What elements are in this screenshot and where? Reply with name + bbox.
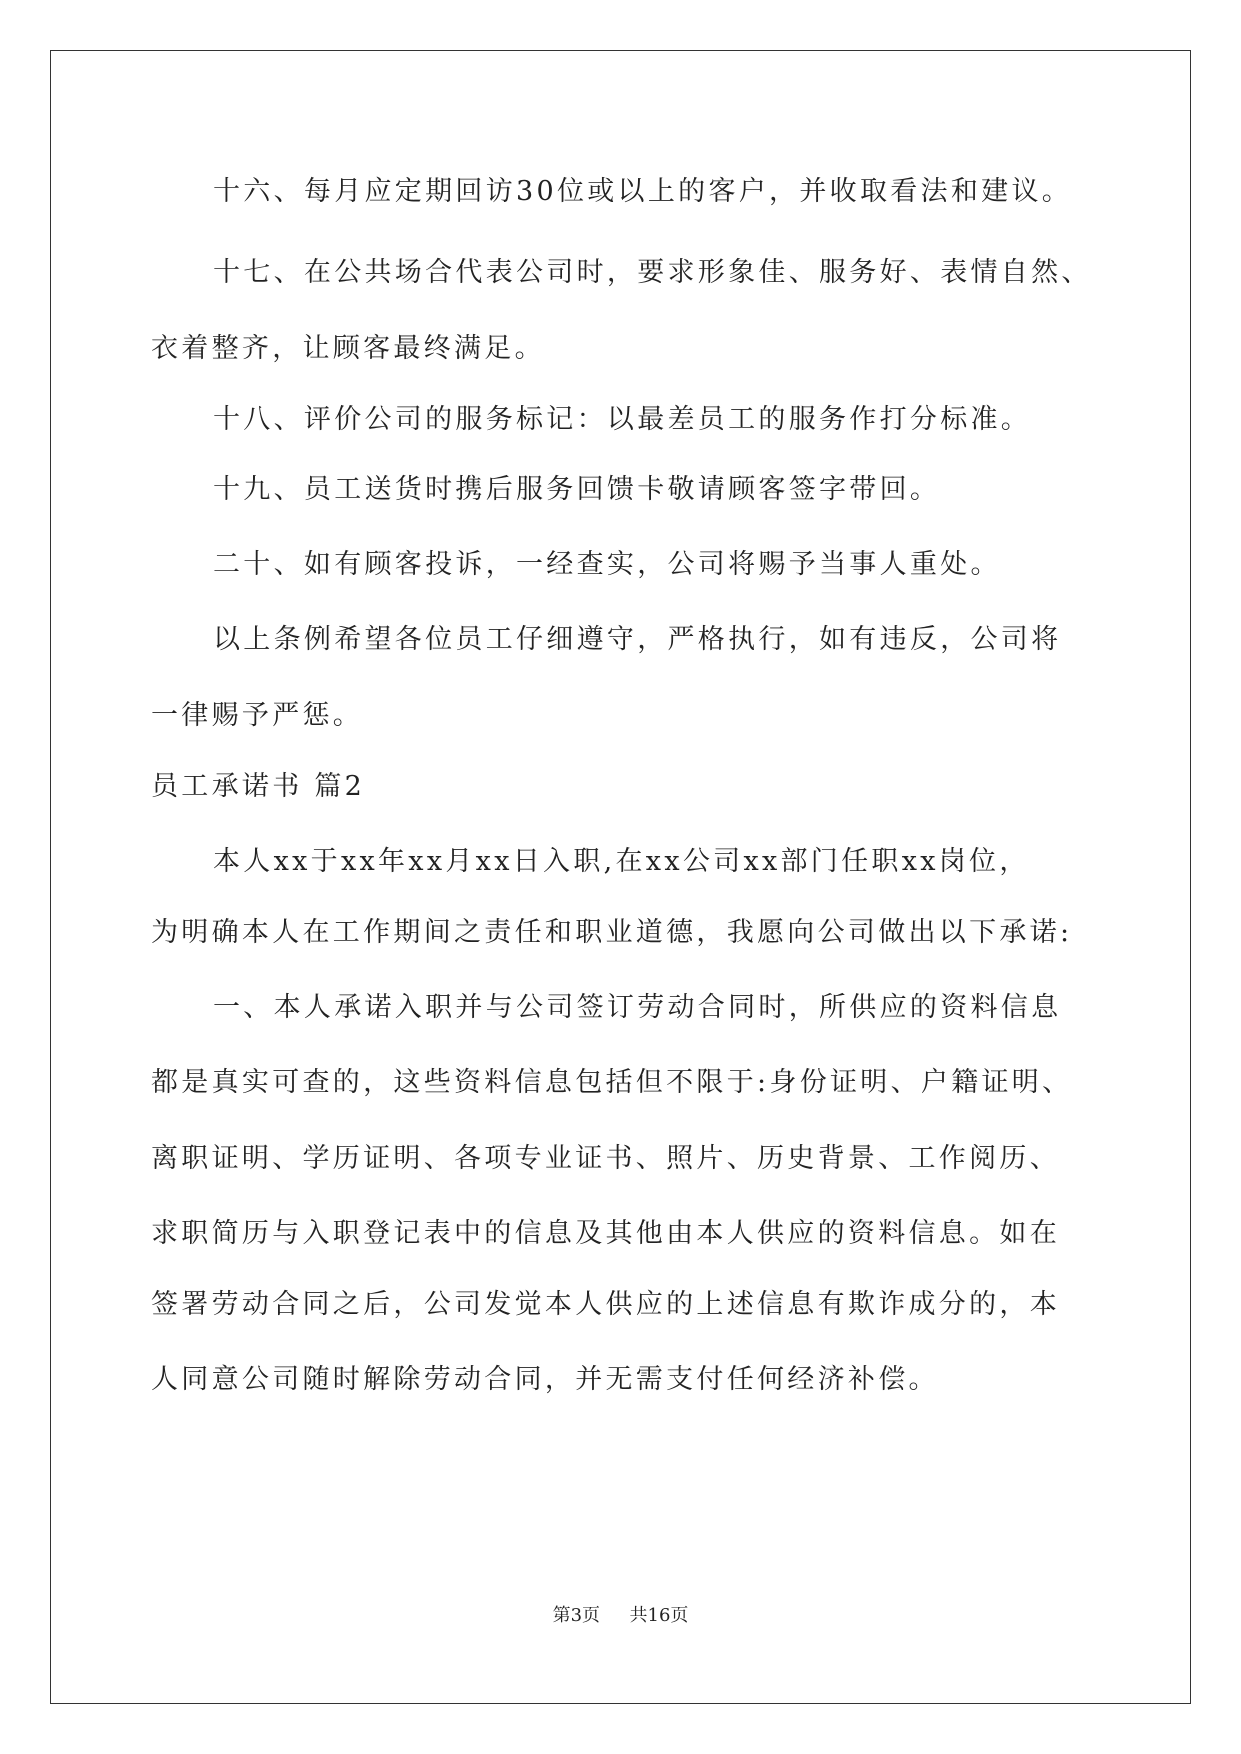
paragraph-line: 一律赐予严惩。	[151, 700, 364, 731]
paragraph-line: 都是真实可查的，这些资料信息包括但不限于:身份证明、户籍证明、	[151, 1067, 1073, 1098]
paragraph-line: 十九、员工送货时携后服务回馈卡敬请顾客签字带回。	[213, 474, 941, 505]
section-heading: 员工承诺书 篇2	[151, 771, 366, 802]
paragraph-line: 签署劳动合同之后，公司发觉本人供应的上述信息有欺诈成分的，本	[151, 1289, 1060, 1320]
page-footer	[0, 1604, 1241, 1628]
page-number: 第3页	[552, 1605, 601, 1626]
paragraph-line: 以上条例希望各位员工仔细遵守，严格执行，如有违反，公司将	[213, 624, 1062, 655]
paragraph-line: 一、本人承诺入职并与公司签订劳动合同时，所供应的资料信息	[213, 992, 1062, 1023]
paragraph-line: 衣着整齐，让顾客最终满足。	[151, 333, 545, 364]
paragraph-line: 为明确本人在工作期间之责任和职业道德，我愿向公司做出以下承诺:	[151, 917, 1073, 948]
paragraph-line: 离职证明、学历证明、各项专业证书、照片、历史背景、工作阅历、	[151, 1143, 1060, 1174]
paragraph-line: 十八、评价公司的服务标记：以最差员工的服务作打分标准。	[213, 404, 1032, 435]
paragraph-line: 二十、如有顾客投诉，一经查实，公司将赐予当事人重处。	[213, 549, 1001, 580]
page-total: 共16页	[629, 1605, 689, 1626]
paragraph-line: 求职简历与入职登记表中的信息及其他由本人供应的资料信息。如在	[151, 1218, 1060, 1249]
paragraph-line: 本人xx于xx年xx月xx日入职,在xx公司xx部门任职xx岗位，	[213, 846, 1030, 877]
paragraph-line: 人同意公司随时解除劳动合同，并无需支付任何经济补偿。	[151, 1364, 939, 1395]
paragraph-line: 十七、在公共场合代表公司时，要求形象佳、服务好、表情自然、	[213, 257, 1092, 288]
paragraph-line: 十六、每月应定期回访30位或以上的客户，并收取看法和建议。	[213, 176, 1073, 207]
